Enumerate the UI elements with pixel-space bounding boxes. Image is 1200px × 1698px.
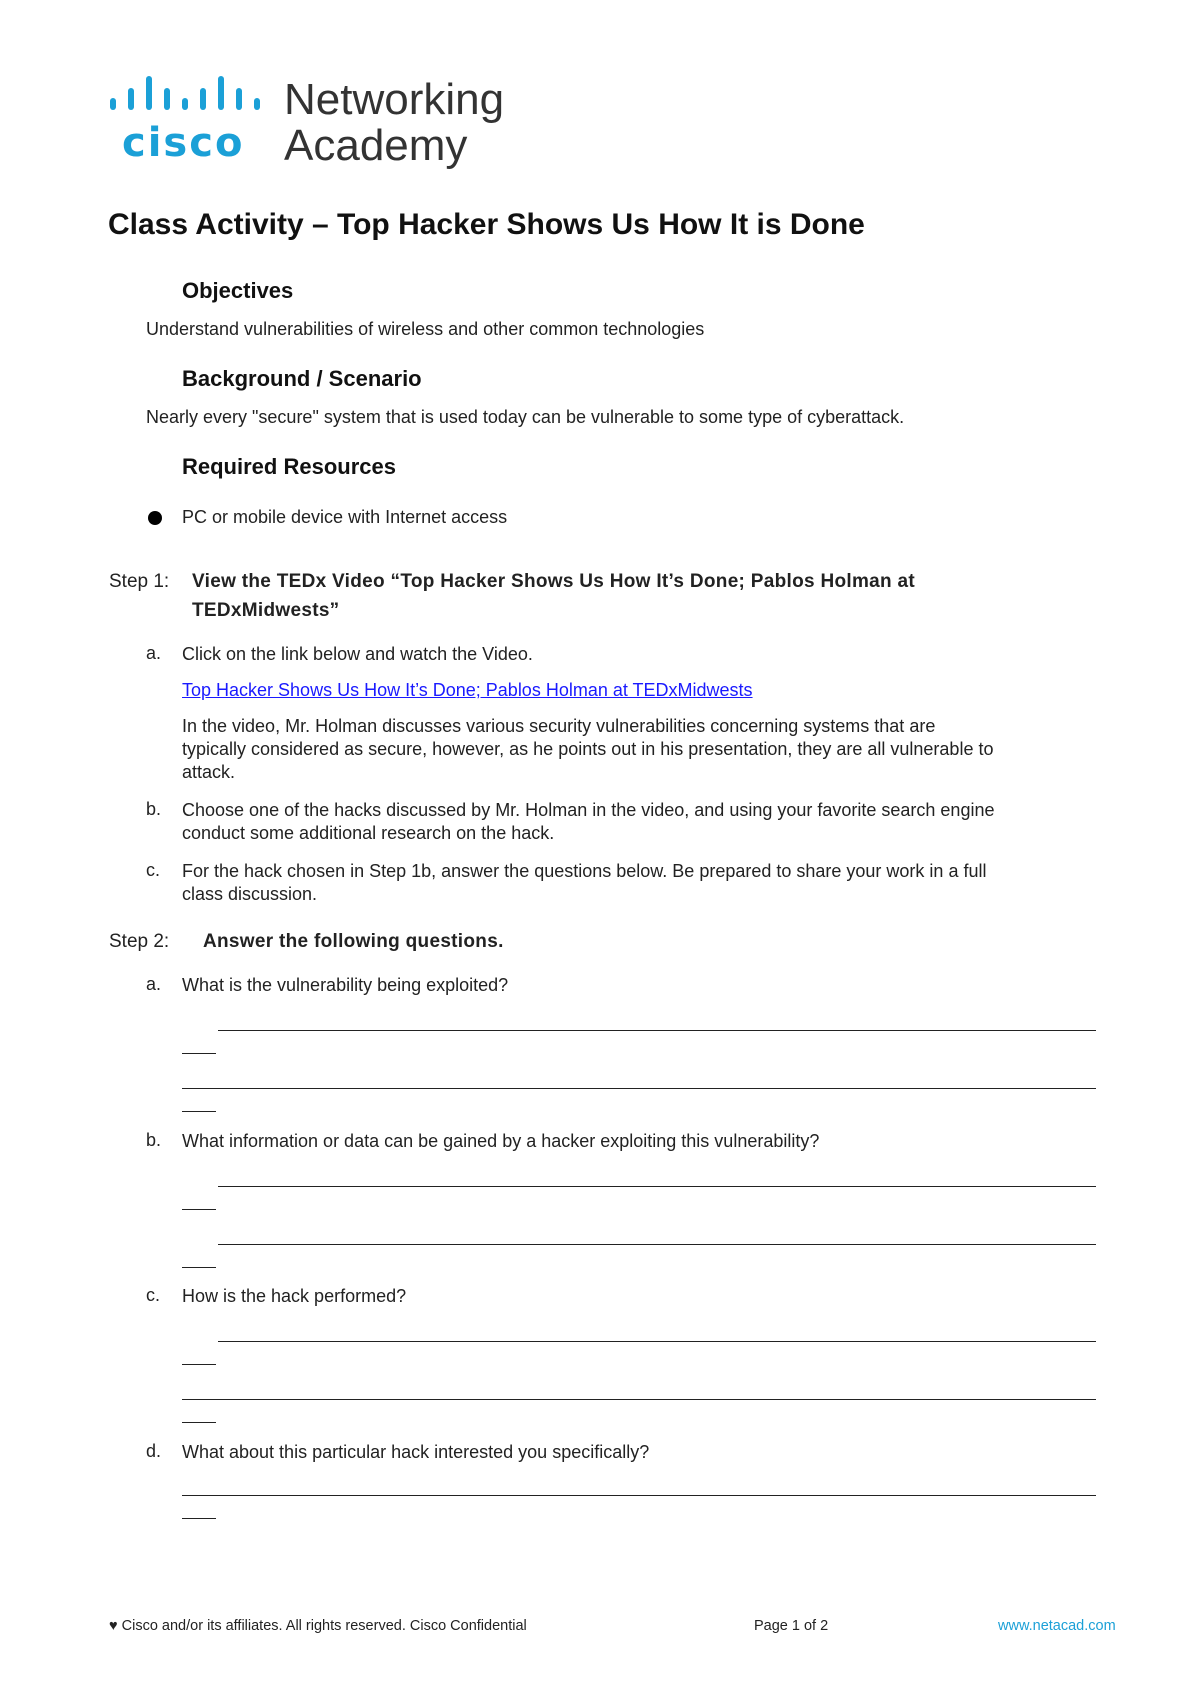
question-d-text: What about this particular hack interested you specifically?: [182, 1442, 650, 1462]
step1-c-line2: class discussion.: [182, 884, 318, 904]
resources-heading: Required Resources: [182, 454, 396, 479]
question-d-marker: d.: [146, 1441, 162, 1461]
answer-line-end: [182, 1518, 216, 1519]
logo-line-networking: Networking: [284, 75, 505, 124]
answer-line[interactable]: [218, 1186, 1096, 1187]
step1-title-line1: View the TEDx Video “Top Hacker Shows Us How It’s Done; Pablos Holman at: [192, 571, 915, 592]
step1-a-marker: a.: [146, 643, 162, 663]
ted-video-link[interactable]: Top Hacker Shows Us How It’s Done; Pablos Holman at TEDxMidwests: [182, 680, 753, 700]
resource-item: PC or mobile device with Internet access: [182, 507, 508, 527]
question-b-marker: b.: [146, 1130, 162, 1150]
objectives-text: Understand vulnerabilities of wireless and other common technologies: [146, 319, 705, 339]
question-b-text: What information or data can be gained by a hacker exploiting this vulnerability?: [182, 1131, 820, 1151]
question-a-marker: a.: [146, 974, 162, 994]
step1-a-para-line1: In the video, Mr. Holman discusses various security vulnerabilities concerning systems that are: [182, 716, 936, 736]
step1-c-marker: c.: [146, 860, 161, 880]
step2-label: Step 2:: [109, 931, 170, 952]
question-c-text: How is the hack performed?: [182, 1286, 407, 1306]
answer-line-end: [182, 1209, 216, 1210]
cisco-wordmark: cisco: [122, 120, 245, 166]
step1-label: Step 1:: [109, 571, 170, 592]
objectives-heading: Objectives: [182, 278, 294, 303]
answer-line-end: [182, 1053, 216, 1054]
cisco-bridge-icon: [110, 76, 270, 120]
step1-c-line1: For the hack chosen in Step 1b, answer the questions below. Be prepared to share your work in a full: [182, 861, 987, 881]
step1-title-line2: TEDxMidwests”: [192, 600, 340, 621]
answer-line[interactable]: [218, 1244, 1096, 1245]
answer-line[interactable]: [218, 1341, 1096, 1342]
step1-b-marker: b.: [146, 799, 162, 819]
cisco-networking-academy-logo: [108, 76, 528, 176]
question-c-marker: c.: [146, 1285, 161, 1305]
step1-a-text: Click on the link below and watch the Video.: [182, 644, 533, 664]
logo-line-academy: Academy: [284, 121, 468, 170]
bullet-icon: [148, 511, 162, 525]
footer-website-link[interactable]: www.netacad.com: [998, 1618, 1116, 1634]
answer-line-end: [182, 1111, 216, 1112]
step1-b-line1: Choose one of the hacks discussed by Mr. Holman in the video, and using your favorite search engine: [182, 800, 995, 820]
step1-a-para-line3: attack.: [182, 762, 236, 782]
answer-line-end: [182, 1364, 216, 1365]
answer-line[interactable]: [182, 1088, 1096, 1089]
step1-a-para-line2: typically considered as secure, however, as he points out in his presentation, they are all vulnerable to: [182, 739, 994, 759]
answer-line[interactable]: [182, 1495, 1096, 1496]
answer-line[interactable]: [218, 1030, 1096, 1031]
page-title: Class Activity – Top Hacker Shows Us How It is Done: [108, 208, 865, 241]
background-heading: Background / Scenario: [182, 366, 422, 391]
answer-line-end: [182, 1422, 216, 1423]
step2-title: Answer the following questions.: [203, 931, 504, 952]
question-a-text: What is the vulnerability being exploited?: [182, 975, 509, 995]
footer-page-number: Page 1 of 2: [754, 1618, 829, 1634]
answer-line-end: [182, 1267, 216, 1268]
footer-copyright: ♥ Cisco and/or its affiliates. All rights reserved. Cisco Confidential: [109, 1618, 527, 1634]
step1-b-line2: conduct some additional research on the hack.: [182, 823, 555, 843]
answer-line[interactable]: [182, 1399, 1096, 1400]
background-text: Nearly every "secure" system that is used today can be vulnerable to some type of cyberattack.: [146, 407, 905, 427]
